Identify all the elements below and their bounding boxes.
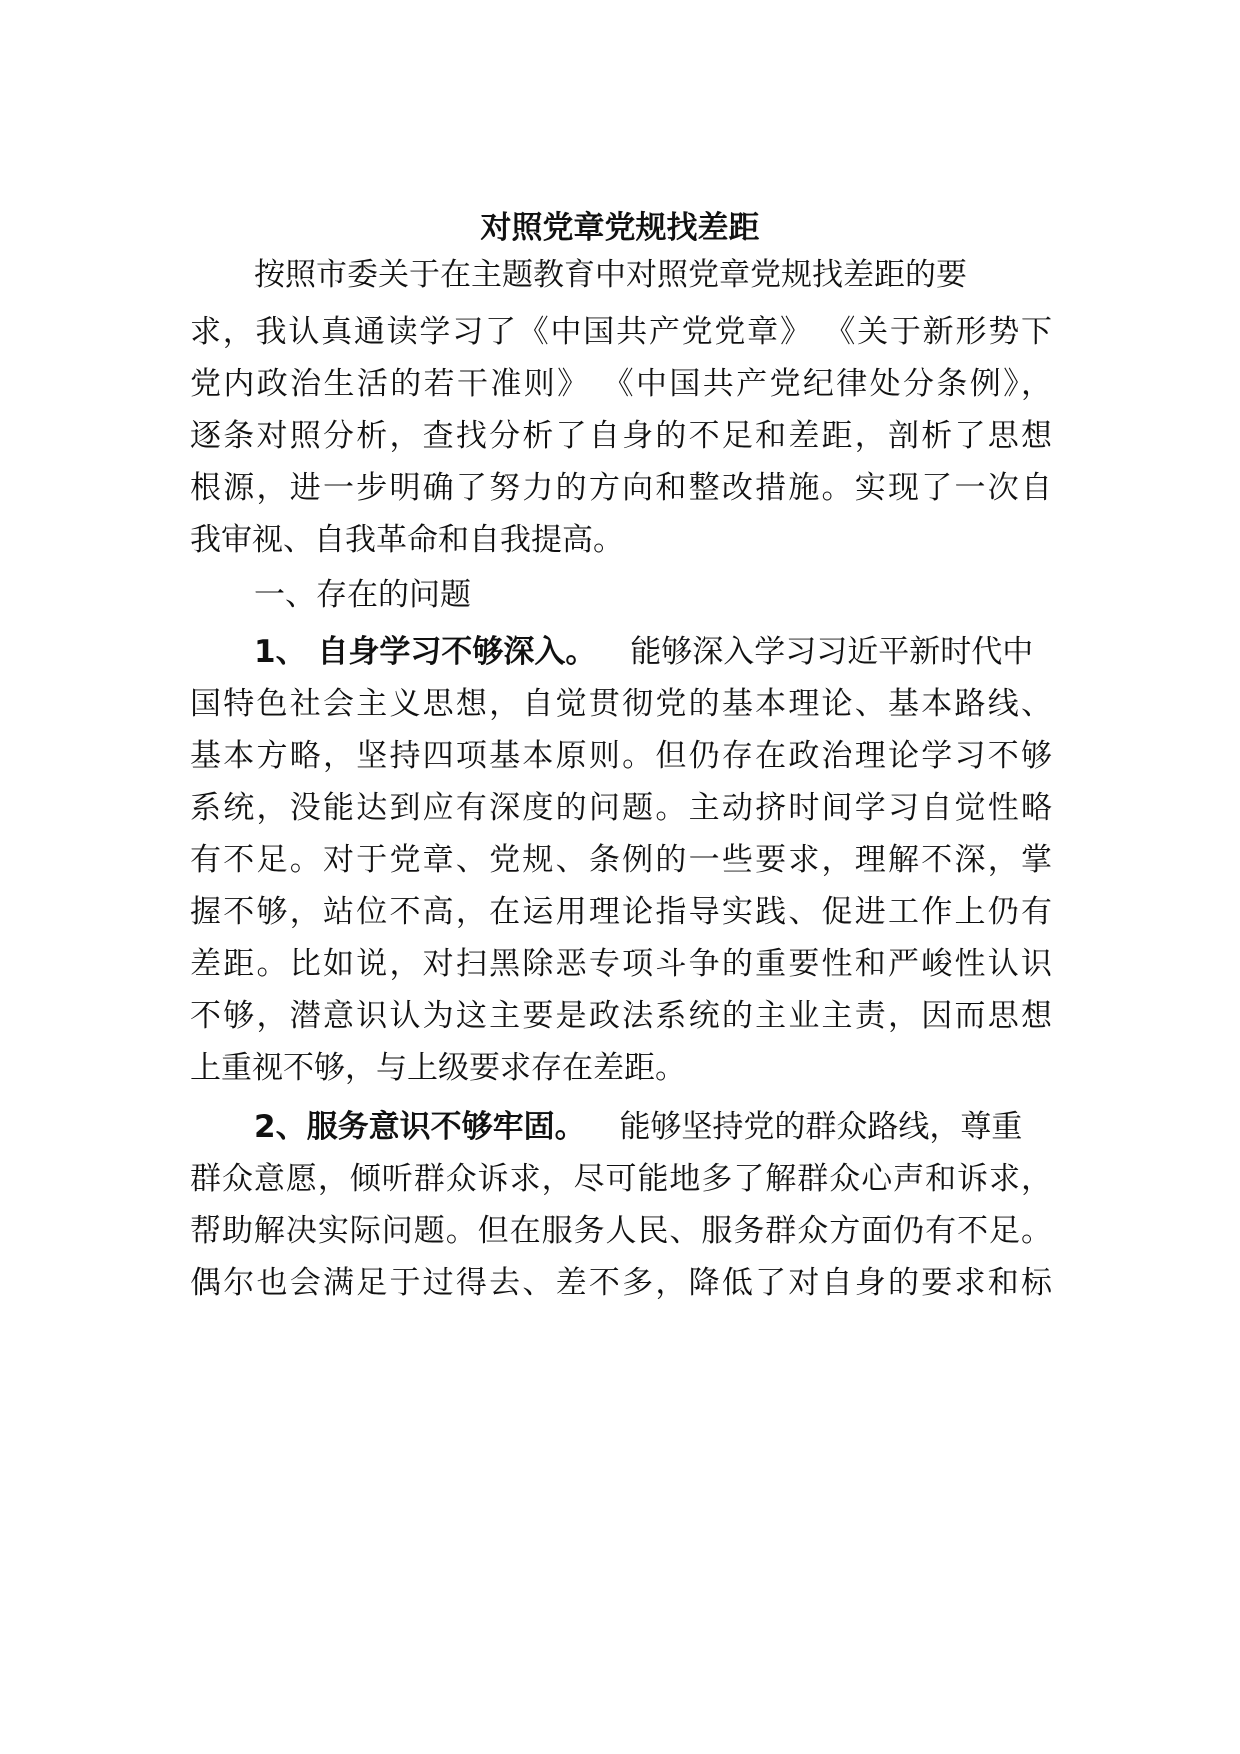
intro-line: 按照市委关于在主题教育中对照党章党规找差距的要 (254, 257, 967, 293)
intro-line: 逐条对照分析，查找分析了自身的不足和差距，剖析了思想 (190, 418, 1052, 454)
intro-line: 求，我认真通读学习了《中国共产党党章》 《关于新形势下 (190, 314, 1052, 350)
intro-line: 根源，进一步明确了努力的方向和整改措施。实现了一次自 (190, 470, 1052, 506)
item1-line: 系统，没能达到应有深度的问题。主动挤时间学习自觉性略 (190, 790, 1052, 826)
item1-first-line (254, 630, 1033, 674)
item1-line: 不够，潜意识认为这主要是政法系统的主业主责，因而思想 (190, 998, 1052, 1034)
item1-line: 有不足。对于党章、党规、条例的一些要求，理解不深，掌 (190, 842, 1052, 878)
intro-line: 我审视、自我革命和自我提高。 (190, 522, 624, 558)
item1-line: 基本方略，坚持四项基本原则。但仍存在政治理论学习不够 (190, 738, 1052, 774)
intro-line: 党内政治生活的若干准则》 《中国共产党纪律处分条例》， (190, 366, 1052, 402)
item1-line: 国特色社会主义思想，自觉贯彻党的基本理论、基本路线、 (190, 686, 1052, 722)
item1-line: 上重视不够，与上级要求存在差距。 (190, 1050, 686, 1086)
section-heading: 一、存在的问题 (254, 577, 471, 613)
item2-line: 帮助解决实际问题。但在服务人民、服务群众方面仍有不足。 (190, 1213, 1052, 1249)
item2-heading: 2、服务意识不够牢固。 (254, 1109, 586, 1145)
document-title: 对照党章党规找差距 (480, 210, 760, 246)
item1-heading: 1、 自身学习不够深入。 (254, 634, 597, 670)
item1-line: 差距。比如说，对扫黑除恶专项斗争的重要性和严峻性认识 (190, 946, 1052, 982)
item2-first-line-text: 能够坚持党的群众路线，尊重 (619, 1109, 1023, 1145)
item2-first-line (254, 1105, 1022, 1149)
item1-first-line-text: 能够深入学习习近平新时代中 (630, 634, 1034, 670)
item2-line: 群众意愿，倾听群众诉求，尽可能地多了解群众心声和诉求， (190, 1161, 1052, 1197)
item2-line: 偶尔也会满足于过得去、差不多，降低了对自身的要求和标 (190, 1265, 1052, 1301)
item1-line: 握不够，站位不高，在运用理论指导实践、促进工作上仍有 (190, 894, 1052, 930)
